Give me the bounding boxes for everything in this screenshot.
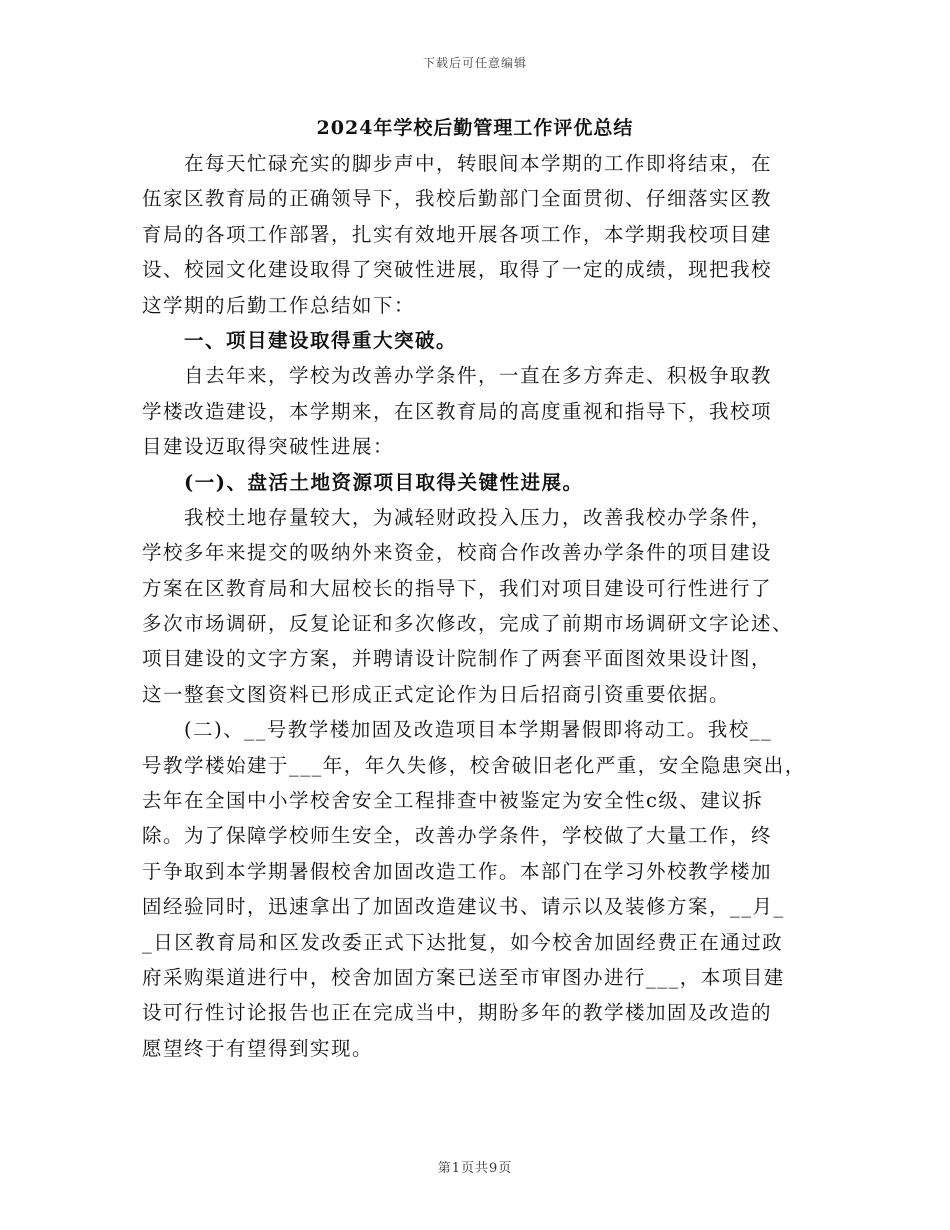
- paragraph-line: 去年在全国中小学校舍安全工程排查中被鉴定为安全性c级、建议拆: [142, 789, 764, 813]
- paragraph-line: 伍家区教育局的正确领导下，我校后勤部门全面贯彻、仔细落实区教: [142, 187, 773, 211]
- page-header-note: 下载后可任意编辑: [422, 56, 527, 70]
- paragraph-line: 多次市场调研，反复论证和多次修改，完成了前期市场调研文字论述、: [142, 612, 794, 636]
- document-body: [142, 146, 817, 1066]
- paragraph-line: 项目建设的文字方案，并聘请设计院制作了两套平面图效果设计图，: [142, 647, 773, 671]
- paragraph-line: 固经验同时，迅速拿出了加固改造建议书、请示以及装修方案，__月_: [142, 895, 785, 919]
- page-number: 第1页共9页: [437, 1161, 513, 1176]
- paragraph-line: 学楼改造建设，本学期来，在区教育局的高度重视和指导下，我校项: [142, 399, 773, 423]
- paragraph-line: 目建设迈取得突破性进展：: [142, 435, 395, 459]
- paragraph-line: 育局的各项工作部署，扎实有效地开展各项工作，本学期我校项目建: [142, 222, 773, 246]
- paragraph-line: 方案在区教育局和大屈校长的指导下，我们对项目建设可行性进行了: [142, 576, 773, 600]
- paragraph-line: _日区教育局和区发改委正式下达批复，如今校舍加固经费正在通过政: [142, 930, 784, 954]
- paragraph-line: 府采购渠道进行中，校舍加固方案已送至市审图办进行___，本项目建: [142, 965, 785, 989]
- paragraph-line: 自去年来，学校为改善办学条件，一直在多方奔走、积极争取教: [184, 364, 773, 388]
- paragraph-line: 号教学楼始建于___年，年久失修，校舍破旧老化严重，安全隐患突出，: [142, 753, 806, 777]
- paragraph-line: 我校土地存量较大，为减轻财政投入压力，改善我校办学条件，: [184, 505, 773, 529]
- paragraph-line: 除。为了保障学校师生安全，改善办学条件，学校做了大量工作，终: [142, 824, 773, 848]
- paragraph-line: 在每天忙碌充实的脚步声中，转眼间本学期的工作即将结束，在: [184, 152, 773, 175]
- section-heading-line: (一)、盘活土地资源项目取得关键性进展。: [184, 470, 584, 494]
- paragraph-line: 这学期的后勤工作总结如下：: [142, 293, 416, 317]
- paragraph-line: 学校多年来提交的吸纳外来资金，校商合作改善办学条件的项目建设: [142, 541, 773, 565]
- paragraph-line: 设可行性讨论报告也正在完成当中，期盼多年的教学楼加固及改造的: [142, 1001, 773, 1025]
- paragraph-line: (二)、__号教学楼加固及改造项目本学期暑假即将动工。我校__: [184, 718, 773, 742]
- paragraph-line: 于争取到本学期暑假校舍加固改造工作。本部门在学习外校教学楼加: [142, 859, 773, 883]
- document-title: 2024年学校后勤管理工作评优总结: [316, 117, 634, 139]
- paragraph-line: 设、校园文化建设取得了突破性进展，取得了一定的成绩，现把我校: [142, 258, 773, 282]
- paragraph-line: 愿望终于有望得到实现。: [142, 1036, 374, 1060]
- section-heading-line: 一、项目建设取得重大突破。: [184, 328, 458, 352]
- paragraph-line: 这一整套文图资料已形成正式定论作为日后招商引资重要依据。: [142, 682, 731, 706]
